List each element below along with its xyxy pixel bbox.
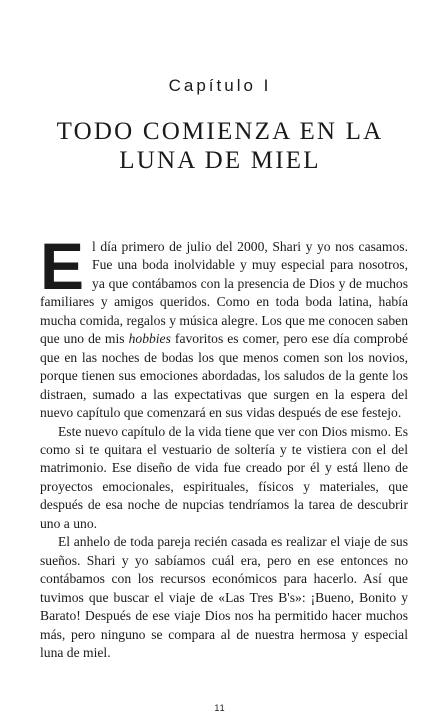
page-number: 11	[214, 703, 226, 713]
paragraph-1-text: l día primero de julio del 2000, Shari y yo nos casamos. Fue una boda inolvidable y muy especial para nosotros, ya que contábamos con la presencia de Dios y de muchos familiares y amigos queridos. Como en toda boda latina, había mucha comida, regalos y música alegre. Los que me conocen saben que uno de mis	[40, 239, 408, 347]
paragraph-1	[40, 229, 408, 423]
chapter-title: TODO COMIENZA EN LA LUNA DE MIEL	[56, 118, 384, 174]
drop-cap: E	[40, 229, 85, 303]
paragraph-1-italic: hobbies	[128, 331, 171, 347]
paragraph-2: Este nuevo capítulo de la vida tiene que ver con Dios mismo. Es como si te quitara el vestuario de soltería y te vistiera con el del matrimonio. Ese diseño de vida fue creado por él y está lleno de proyectos emocionales, espirituales, físicos y materiales, que después de esa noche de nupcias tendríamos la tarea de descubrir uno a uno.	[40, 423, 408, 531]
chapter-label: Capítulo I	[168, 76, 272, 95]
body-text	[40, 229, 408, 662]
paragraph-1-text-after: favoritos es comer, pero ese día comprobé que en las noches de bodas los que menos comen son los novios, porque tienen sus emociones abordadas, los saludos de la gente los distraen, sumado a las expectativas que surgen en la espera del nuevo capítulo que comenzará en sus vidas después de ese festejo.	[40, 331, 408, 421]
paragraph-3: El anhelo de toda pareja recién casada es realizar el viaje de sus sueños. Shari y yo sabíamos cuál era, pero en ese entonces no contábamos con los recursos económicos para hacerlo. Así que tuvimos que buscar el viaje de «Las Tres B's»: ¡Bueno, Bonito y Barato! Después de ese viaje Dios nos ha permitido hacer muchos más, pero ninguno se compara al de nuestra hermosa y especial luna de miel.	[40, 534, 408, 660]
